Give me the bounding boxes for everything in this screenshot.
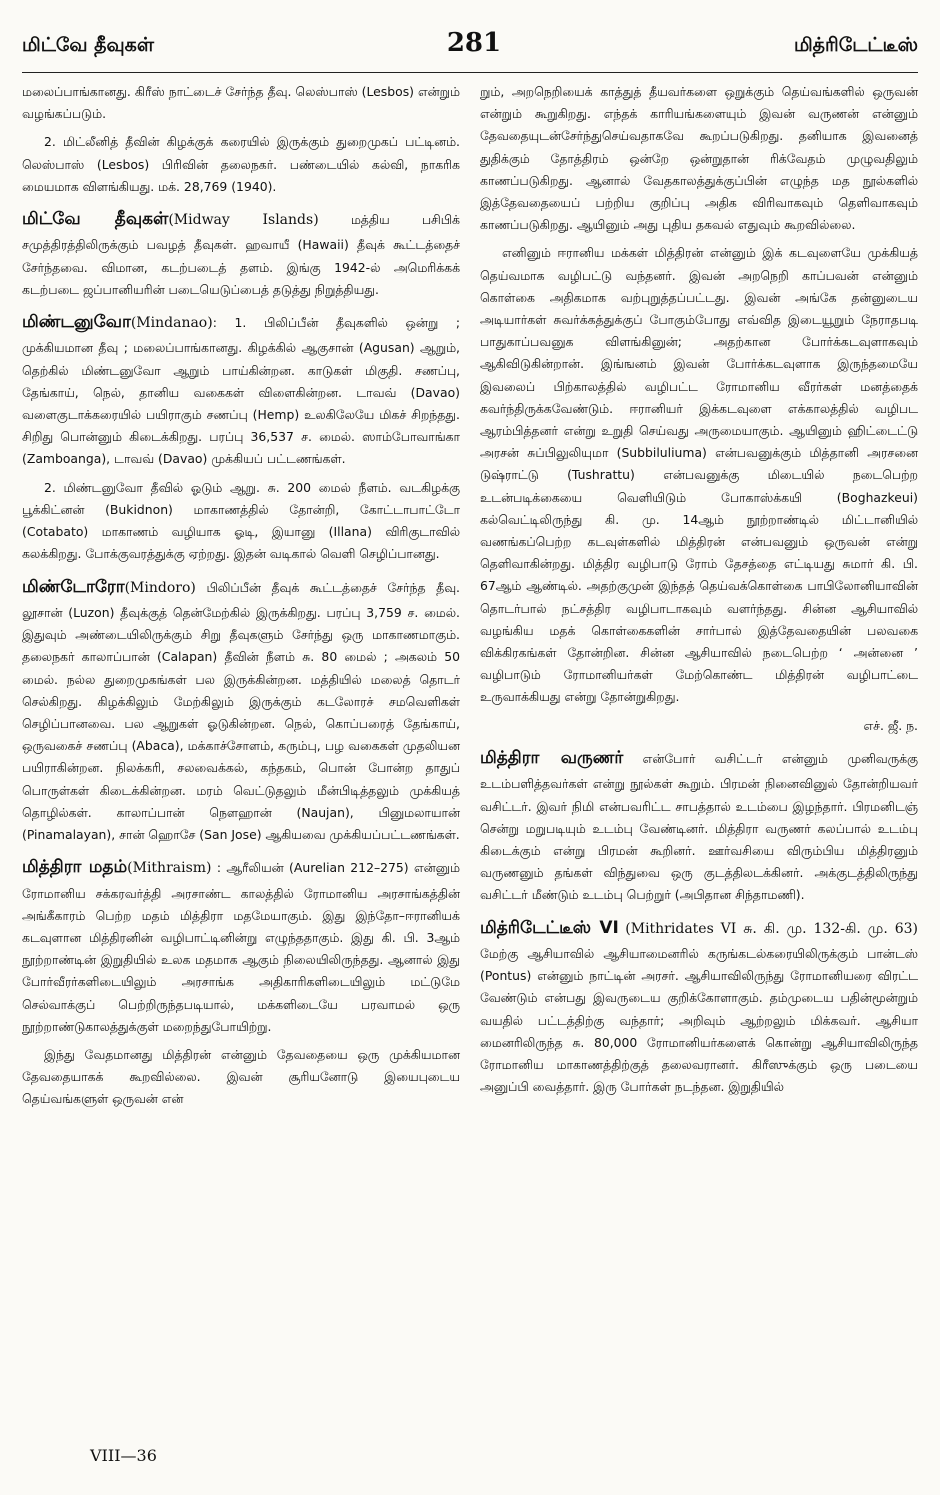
paragraph-iranian-mitra: எனினும் ஈரானிய மக்கள் மித்திரன் என்னும் இக் கடவுளையே முக்கியத் தெய்வமாக வழிபட்டு வந்தனர். இவன் அறநெறி காப்பவன் என்னும் கொள்கை அதிகமாக வற்புறுத்தப்பட்டது. இவன் அங்கே தன்னுடைய அடியார்கள் சுவர்க்கத்துக்குப் போகும்போது எவ்வித இடையூறும் நேராதபடி பாதுகாப்பவனுக விளங்கினுன்; அதற்கான போர்க்கடவுளாகவும் ஆகிவிடுகின்றான். இங்ஙனம் இவன் போர்க்கடவுளாக இருந்தமையே இவலைப் பிற்காலத்தில் வழிபட்ட ரோமானிய வீரர்கள் மனத்தைக் கவர்ந்திருக்கவேண்டும். ஈரானியர் இக்கடவுளை எக்காலத்தில் வழிபட ஆரம்பித்தனர் என்று உறுதி செய்வது அருமையாகும். ஆயினும் ஹிட்டைட்டு அரசன் சுப்பிலுலியுமா (Subbiluliuma) என்பவனுக்கும் மித்தானி அரசனை டுஷ்ராட்டு (Tushrattu) என்பவனுக்கு மிடையில் நடைபெற்ற உடன்படிக்கையை வெளியிடும் போகாஸ்க்கயி (Boghazkeui) கல்வெட்டிலிருந்து கி. மு. 14ஆம் நூற்றாண்டில் மிட்டானியில் வணங்கப்பெற்ற கடவுள்களில் மித்திரன் என்பவனும் ஒருவன் என்று தெளிவாகின்றது. மித்திர வழிபாடு ரோம் தேசத்தை எட்டியது சுமார் கி. பி. 67ஆம் ஆண்டில். அதற்குமுன் இந்தத் தெய்வக்கொள்கை பாபிலோனியாவின் தொடர்பால் நட்சத்திர வழிபாடாகவும் வளர்ந்தது. சின்ன ஆசியாவில் வழங்கிய மதக் கொள்கைகளின் சார்பால் இத்தேவதையின் பலவகை விக்கிரகங்கள் தோன்றின. சின்ன ஆசியாவில் நடைபெற்ற ‘ அன்னை ’ வழிபாடும் ரோமானியர்கள் மேற்கொண்ட மித்திரன் வழிபாட்டை உருவாக்கியது என்று தோன்றுகிறது. [480, 245, 918, 705]
left-column [22, 81, 460, 1117]
paragraph-veda-mitra: இந்து வேதமானது மித்திரன் என்னும் தேவதையை ஒரு முக்கியமான தேவதையாகக் கூறவில்லை. இவன் சூரியனோடு இயைபுடைய தெய்வங்களுள் ஒருவன் என் [22, 1047, 460, 1107]
paragraph-lesbos: மலைப்பாங்கானது. கிரீஸ் நாட்டைச் சேர்ந்த தீவு. லெஸ்பாஸ் (Lesbos) என்றும் வழங்கப்படும். [22, 84, 460, 122]
entry-term: மித்திரா வருணர் [480, 747, 624, 768]
entry-english-term: (Mindanao) [130, 315, 213, 332]
entry-english-term: (Mithraism) [127, 860, 212, 877]
author-initials: எச். ஜீ. ந. [863, 717, 918, 733]
entry-text: : ஆரீலியன் (Aurelian 212–275) என்னும் ரோமானிய சக்கரவர்த்தி அரசாண்ட காலத்தில் ரோமானிய அரசாங்கத்தின் அங்கீகாரம் பெற்ற மதம் மித்திரா மதமேயாகும். இது இந்தோ–ஈரானியக் கடவுளான மித்திரனின் வழிபாட்டினின்று எழுந்ததாகும். இது கி. பி. 3ஆம் நூற்றாண்டின் இறுதியில் உலக மதமாக ஆகும் நிலையிலிருந்தது. ஆனால் இது போர்வீரர்களிடையிலும் அரசாங்க அதிகாரிகளிடையிலும் மட்டுமே செல்வாக்குப் பெற்றிருந்தபடியால், மக்களிடையே பரவாமல் ஒரு நூற்றாண்டுகாலத்துக்குள் மறைந்துபோயிற்று. [22, 860, 460, 1034]
entry-term: மிண்டோரோ [22, 576, 125, 597]
entry-mithridates [480, 913, 918, 1099]
two-column-body [22, 81, 918, 1117]
right-column [480, 81, 918, 1117]
entry-english-term: (Midway Islands) [168, 212, 319, 229]
entry-english-term: (Mithridates VI சு. கி. மு. 132-கி. மு. 63) [625, 920, 918, 937]
entry-text: : 1. பிலிப்பீன் தீவுகளில் ஒன்று ; முக்கியமான தீவு ; மலைப்பாங்கானது. கிழக்கில் ஆகுசான் (Agusan) ஆறும், தெற்கில் மிண்டனுவோ ஆறும் பாய்கின்றன. காடுகள் மிகுதி. சணப்பு, தேங்காய், நெல், தானிய வகைகள் விளைகின்றன. டாவவ் (Davao) வளைகுடாக்கரையில் பயிராகும் சணப்பு (Hemp) உலகிலேயே மிகச் சிறந்தது. சிறிது பொன்னும் கிடைக்கிறது. பரப்பு 36,537 ச. மைல். ஸாம்போவாங்கா (Zamboanga), டாவவ் (Davao) முக்கியப் பட்டணங்கள். [22, 315, 460, 467]
paragraph-mitra-continued: றும், அறநெறியைக் காத்துத் தீயவர்களை ஒறுக்கும் தெய்வங்களில் ஒருவன் என்றும் கூறுகிறது. எந்தக் காரியங்களையும் இவன் வருணன் என்னும் தேவதையுடன்சேர்ந்துசெய்வதாகவே கூறப்படுகிறது. தனியாக இவனைத் துதிக்கும் தோத்திரம் ஒன்றே ஒன்றுதான் ரிக்வேதம் முழுவதிலும் காணப்படுகிறது. ஆனால் வேதகாலத்துக்குப்பின் எழுந்த மத நூல்களில் இத்தேவதையைப் பற்றிய குறிப்பு அதிக விரிவாகவும் தெளிவாகவும் காணப்படுகிறது. ஆயினும் அது புதிய தகவல் எதுவும் கூறவில்லை. [480, 84, 918, 233]
entry-mitra-varuna [480, 743, 918, 907]
entry-text: மத்திய பசிபிக் சமுத்திரத்திலிருக்கும் பவழத் தீவுகள். ஹவாயீ (Hawaii) தீவுக் கூட்டத்தைச் சேர்ந்தவை. விமான, கடற்படைத் தளம். இங்கு 1942-ல் அமெரிக்கக் கடற்படை ஜப்பானியரின் படையெடுப்பைத் தடுத்து நிறுத்தியது. [22, 212, 460, 297]
entry-english-term: (Mindoro) [124, 579, 196, 596]
page-number: 281 [446, 28, 502, 58]
entry-mindanao [22, 307, 460, 471]
entry-text: என்போர் வசிட்டர் என்னும் முனிவருக்கு உடம்பளித்தவர்கள் என்று நூல்கள் கூறும். பிரமன் நினைவினுல் தோன்றியவர் வசிட்டர். இவர் நிமி என்பவரிட்ட சாபத்தால் உடம்பை இழந்தார். பிரமனிடஞ் சென்று மறுபடியும் உடம்பு வேண்டினர். மித்திரா வருணர் கலப்பால் உடம்பு கிடைக்கும் என்று பிரமன் கூறினர். ஊர்வசியை விரும்பிய மித்திரனும் வருணனும் தங்கள் விந்துவை ஒரு குடத்திலடக்கினர். அக்குடத்திலிருந்து வசிட்டர் மீண்டும் உடம்பு பெற்றுர் (அபிதான சிந்தாமணி). [480, 750, 918, 903]
entry-midway-islands [22, 204, 460, 301]
entry-term: மிட்வே தீவுகள் [22, 209, 169, 230]
entry-text: பிலிப்பீன் தீவுக் கூட்டத்தைச் சேர்ந்த தீவு. லூசான் (Luzon) தீவுக்குத் தென்மேற்கில் இருக்கிறது. பரப்பு 3,759 ச. மைல். இதுவும் அண்டையிலிருக்கும் சிறு தீவுகளும் சேர்ந்து ஒரு மாகாணமாகும். தலைநகர் காலாப்பான் (Calapan) தீவின் நீளம் சு. 80 மைல் ; அகலம் 50 மைல். நல்ல துறைமுகங்கள் பல இருக்கின்றன. மத்தியில் மலைத் தொடர் செல்கிறது. கிழக்கிலும் மேற்கிலும் இருக்கும் கடலோரச் சமவெளிகள் செழிப்பானவை. பல ஆறுகள் ஓடுகின்றன. நெல், கொப்பரைத் தேங்காய், ஒருவகைச் சணப்பு (Abaca), மக்காச்சோளம், கரும்பு, பழ வகைகள் முதலியன பயிராகின்றன. நிலக்கரி, சலவைக்கல், கந்தகம், பொன் போன்ற தாதுப் பொருள்கள் கிடைக்கின்றன. மரம் வெட்டுதலும் மீன்பிடித்தலும் முக்கியத் தொழில்கள். காலாப்பான் நௌஹான் (Naujan), பினுமலாயான் (Pinamalayan), சான் ஹொசே (San Jose) ஆகியவை முக்கியப்பட்டணங்கள். [22, 579, 460, 842]
page-header [22, 28, 918, 73]
entry-text: மேற்கு ஆசியாவில் ஆசியாமைனரில் கருங்கடல்கரையிலிருக்கும் பான்டஸ் (Pontus) என்னும் நாட்டின் அரசர். ஆசியாவிலிருந்து ரோமானியரை விரட்ட வேண்டும் என்பது இவருடைய குறிக்கோளாகும். தம்முடைய பதின்மூன்றும் வயதில் பட்டத்திற்கு வந்தார்; அறிவும் ஆற்றலும் மிக்கவர். ஆசியா மைனரிலிருந்த சு. 80,000 ரோமானியர்களைக் கொன்று ஆசியாவிலிருந்த ரோமானிய மாகாணத்திற்குத் தலைவரானர். கிரீஸுக்கும் ஒரு படையை அனுப்பி வைத்தார். இரு போர்கள் நடந்தன. இறுதியில் [480, 945, 918, 1095]
header-right-guideword: மித்ரிடேட்டீஸ் [793, 34, 918, 56]
entry-term: மித்ரிடேட்டீஸ் VI [480, 917, 619, 938]
paragraph-mindanao-river: 2. மிண்டனுவோ தீவில் ஓடும் ஆறு. சு. 200 மைல் நீளம். வடகிழக்கு பூக்கிட்னன் (Bukidnon) மாகாணத்தில் தோன்றி, கோட்டாபாட்டோ (Cotabato) மாகாணம் வழியாக ஓடி, இயானு (Illana) விரிகுடாவில் கலக்கிறது. போக்குவரத்துக்கு ஏற்றது. இதன் வடிகால் வெளி செழிப்பானது. [22, 479, 460, 562]
entry-term: மித்திரா மதம் [22, 857, 128, 878]
header-left-guideword: மிட்வே தீவுகள் [22, 34, 154, 56]
entry-mithraism [22, 852, 460, 1038]
paragraph-mytilene-port: 2. மிட்லீனித் தீவின் கிழக்குக் கரையில் இருக்கும் துறைமுகப் பட்டினம். லெஸ்பாஸ் (Lesbos) பிரிவின் தலைநகர். பண்டையில் கல்வி, நாகரிக மையமாக விளங்கியது. மக். 28,769 (1940). [22, 134, 460, 194]
volume-signature: VIII—36 [90, 1446, 157, 1465]
entry-mindoro [22, 572, 460, 847]
entry-term: மிண்டனுவோ [22, 312, 131, 333]
